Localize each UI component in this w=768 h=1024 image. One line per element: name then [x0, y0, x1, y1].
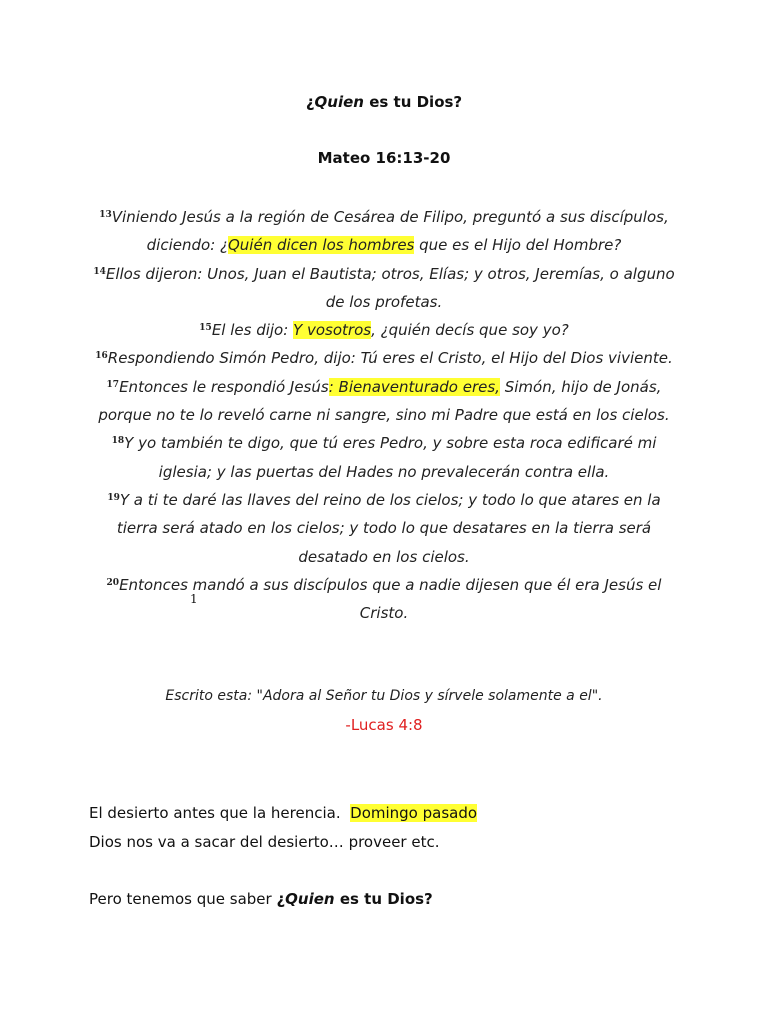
note-line-2: Dios nos va a sacar del desierto… proveer etc.: [89, 832, 440, 851]
verse-text: , ¿quién decís que soy yo?: [371, 321, 569, 340]
verse-number: 15: [199, 323, 212, 334]
verse-text: Respondiendo Simón Pedro, dijo: Tú eres el Cristo, el Hijo del Dios viviente.: [107, 349, 673, 368]
highlighted-text: Domingo pasado: [350, 804, 478, 822]
verse-text: El les dijo:: [211, 321, 294, 340]
verse-18: [88, 429, 680, 486]
sermon-notes: [89, 799, 689, 914]
title-italic: Quien: [314, 93, 364, 111]
note-line-1: [89, 799, 689, 828]
highlighted-text: : Bienaventurado eres,: [328, 377, 500, 396]
verse-number: 14: [93, 266, 106, 277]
verse-text: Entonces mandó a sus discípulos que a nadie dijesen que él era Jesús el Cristo.: [119, 575, 662, 623]
title-suffix: es tu Dios?: [363, 93, 463, 111]
footnote-mark: 1: [190, 592, 198, 606]
title-prefix: ¿: [305, 93, 315, 111]
page-title: [0, 93, 768, 111]
question-italic: Quien: [285, 890, 335, 908]
verse-text: Simón, hijo de Jonás, porque no te lo reveló carne ni sangre, sino mi Padre que está en los cielos.: [98, 377, 670, 425]
question-prefix: ¿: [276, 890, 286, 908]
verse-text: Y yo también te digo, que tú eres Pedro, y sobre esta roca edificaré mi iglesia; y las puertas del Hades no prevalecerán contra ella.: [124, 434, 657, 481]
verse-20: [88, 571, 680, 628]
note-line-3: [89, 885, 689, 914]
verse-number: 20: [106, 577, 120, 588]
highlighted-text: Quién dicen los hombres: [227, 236, 415, 255]
scripture-passage: [88, 203, 680, 627]
verse-17: [88, 373, 680, 430]
verse-13: [88, 203, 680, 260]
verse-number: 19: [107, 492, 120, 503]
question-emphasis: [276, 890, 432, 908]
verse-number: 16: [95, 351, 108, 362]
verse-text: Entonces le respondió Jesús: [119, 377, 329, 396]
verse-text: que es el Hijo del Hombre?: [414, 236, 622, 255]
highlighted-text: Y vosotros: [293, 321, 372, 340]
verse-19: [88, 486, 680, 571]
verse-14: [88, 260, 680, 317]
question-suffix: es tu Dios?: [334, 890, 433, 908]
verse-number: 13: [99, 210, 112, 220]
verse-number: 18: [111, 436, 125, 447]
verse-text: Y a ti te daré las llaves del reino de los cielos; y todo lo que atares en la tierra será atado en los cielos; y todo lo que desatares en la tierra será desatado en los cielos.: [116, 490, 661, 566]
quote-text: Escrito esta: "Adora al Señor tu Dios y sírvele solamente a el".: [165, 688, 603, 704]
verse-15: [88, 316, 680, 344]
verse-text: Viniendo Jesús a la región de Cesárea de Filipo, preguntó a sus discípulos, diciendo: ¿: [111, 208, 669, 255]
spacer: [89, 856, 689, 885]
note-text: El desierto antes que la herencia.: [89, 804, 351, 822]
note-text: Pero tenemos que saber: [89, 890, 277, 908]
verse-16: [88, 344, 680, 372]
scripture-reference: Mateo 16:13-20: [317, 149, 451, 167]
verse-number: 17: [106, 379, 120, 390]
verse-text: Ellos dijeron: Unos, Juan el Bautista; otros, Elías; y otros, Jeremías, o alguno de los profetas.: [105, 264, 675, 311]
quote-reference: -Lucas 4:8: [345, 716, 423, 734]
